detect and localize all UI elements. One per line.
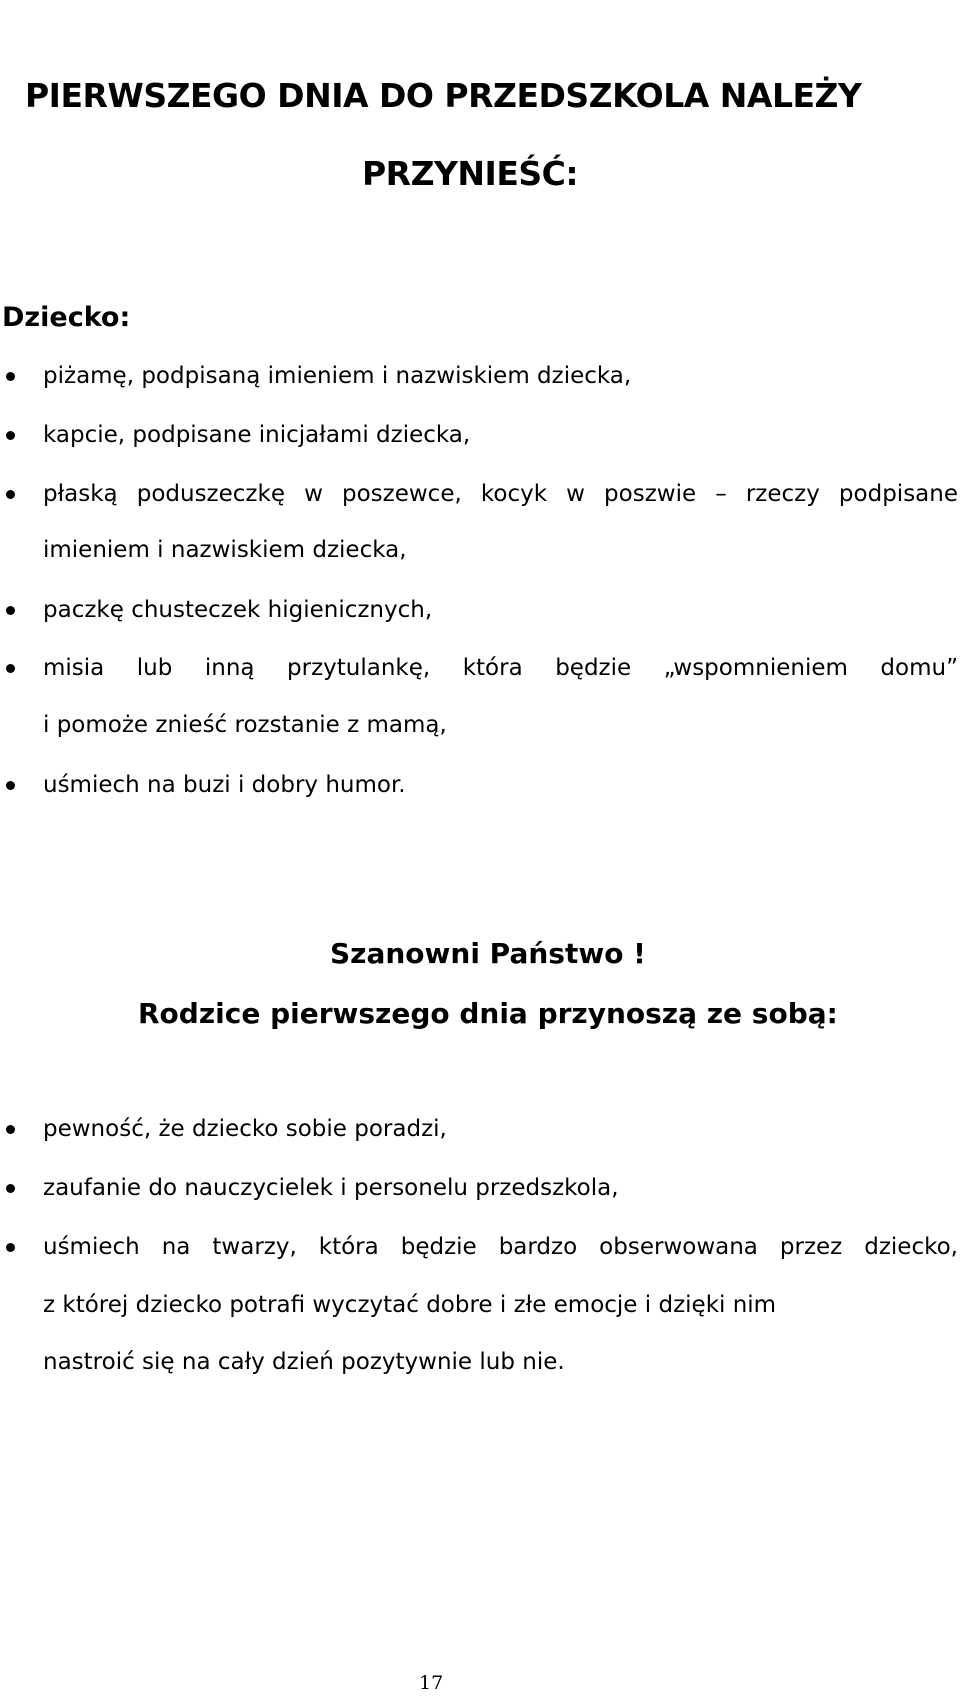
bullet-icon [6, 664, 15, 673]
child-list-item: płaską poduszeczkę w poszewce, kocyk w poszwie – rzeczy podpisane [43, 481, 958, 507]
child-list-item-continuation: i pomoże znieść rozstanie z mamą, [43, 712, 447, 738]
bullet-icon [6, 1184, 15, 1193]
child-list-item-continuation: imieniem i nazwiskiem dziecka, [43, 537, 407, 563]
bullet-icon [6, 372, 15, 381]
page-title-line-2: PRZYNIEŚĆ: [362, 154, 579, 193]
parents-list-item: uśmiech na twarzy, która będzie bardzo obserwowana przez dziecko, [43, 1234, 958, 1260]
child-list-item: misia lub inną przytulankę, która będzie „wspomnieniem domu” [43, 655, 958, 681]
bullet-icon [6, 490, 15, 499]
bullet-icon [6, 431, 15, 440]
child-list-item: piżamę, podpisaną imieniem i nazwiskiem dziecka, [43, 363, 632, 389]
greeting-heading: Szanowni Państwo ! [330, 937, 646, 970]
child-list-item: uśmiech na buzi i dobry humor. [43, 772, 406, 798]
page-number: 17 [419, 1672, 444, 1694]
parents-list-item-continuation: nastroić się na cały dzień pozytywnie lub nie. [43, 1349, 565, 1375]
child-list-item: paczkę chusteczek higienicznych, [43, 597, 433, 623]
page-title-line-1: PIERWSZEGO DNIA DO PRZEDSZKOLA NALEŻY [25, 76, 862, 115]
bullet-icon [6, 1125, 15, 1134]
parents-list-item-continuation: z której dziecko potrafi wyczytać dobre i złe emocje i dzięki nim [43, 1292, 777, 1318]
parents-section-heading: Rodzice pierwszego dnia przynoszą ze sobą: [138, 997, 838, 1030]
child-list-item: kapcie, podpisane inicjałami dziecka, [43, 422, 471, 448]
bullet-icon [6, 1243, 15, 1252]
bullet-icon [6, 606, 15, 615]
parents-list-item: pewność, że dziecko sobie poradzi, [43, 1116, 447, 1142]
bullet-icon [6, 781, 15, 790]
child-section-heading: Dziecko: [2, 302, 131, 333]
parents-list-item: zaufanie do nauczycielek i personelu przedszkola, [43, 1175, 619, 1201]
